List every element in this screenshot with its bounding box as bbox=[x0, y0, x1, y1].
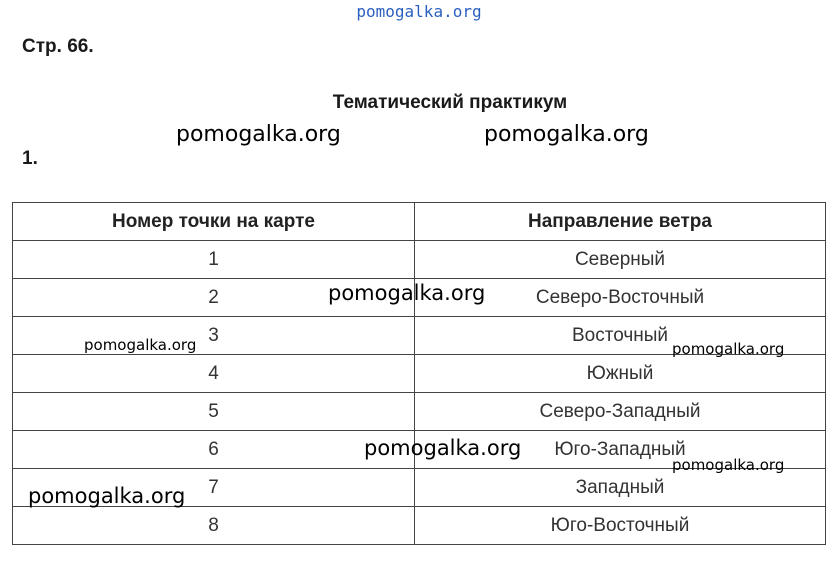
section-heading: Тематический практикум bbox=[332, 92, 568, 113]
watermark: pomogalka.org bbox=[672, 456, 785, 474]
point-number: 1 bbox=[13, 241, 415, 279]
watermark: pomogalka.org bbox=[364, 436, 522, 460]
point-number: 2 bbox=[13, 279, 415, 317]
page-label: Стр. 66. bbox=[22, 36, 94, 57]
wind-direction: Северо-Западный bbox=[415, 393, 826, 431]
wind-direction: Северный bbox=[415, 241, 826, 279]
wind-direction: Южный bbox=[415, 355, 826, 393]
column-header-direction: Направление ветра bbox=[415, 203, 826, 241]
point-number: 6 bbox=[13, 431, 415, 469]
table-row bbox=[13, 393, 826, 431]
wind-direction: Юго-Восточный bbox=[415, 507, 826, 545]
column-header-point: Номер точки на карте bbox=[13, 203, 415, 241]
point-number: 7 bbox=[13, 469, 415, 507]
table-row bbox=[13, 507, 826, 545]
watermark: pomogalka.org bbox=[176, 122, 341, 147]
table-row bbox=[13, 241, 826, 279]
point-number: 3 bbox=[13, 317, 415, 355]
table-row bbox=[13, 355, 826, 393]
point-number: 5 bbox=[13, 393, 415, 431]
point-number: 8 bbox=[13, 507, 415, 545]
task-number: 1. bbox=[22, 148, 38, 169]
wind-direction: Юго-Западный bbox=[415, 431, 826, 469]
wind-direction: Северо-Восточный bbox=[415, 279, 826, 317]
watermark: pomogalka.org bbox=[28, 484, 186, 508]
watermark: pomogalka.org bbox=[672, 340, 785, 358]
watermark: pomogalka.org bbox=[328, 281, 486, 305]
wind-direction: Западный bbox=[415, 469, 826, 507]
header-watermark: pomogalka.org bbox=[356, 2, 482, 21]
table-header-row bbox=[13, 203, 826, 241]
watermark: pomogalka.org bbox=[484, 122, 649, 147]
point-number: 4 bbox=[13, 355, 415, 393]
watermark: pomogalka.org bbox=[84, 336, 197, 354]
wind-direction: Восточный bbox=[415, 317, 826, 355]
